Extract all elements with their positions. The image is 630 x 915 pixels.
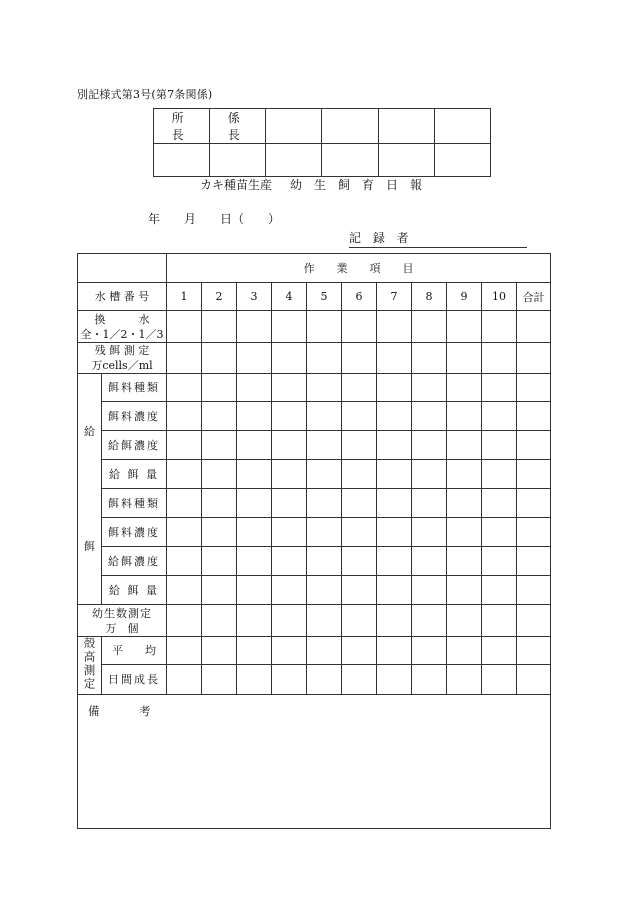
data-cell[interactable]	[447, 489, 482, 518]
tank-number: 8	[412, 283, 447, 311]
data-cell[interactable]	[272, 460, 307, 489]
row-residual-feed	[78, 343, 551, 374]
feeding-row-label: 餌料種類	[102, 374, 167, 402]
data-cell[interactable]	[307, 489, 342, 518]
data-cell[interactable]	[237, 665, 272, 695]
approval-stamp-cell[interactable]	[434, 144, 490, 177]
form-header: 別記様式第3号(第7条関係)	[77, 88, 213, 101]
data-cell[interactable]	[237, 311, 272, 343]
data-cell[interactable]	[412, 343, 447, 374]
data-cell[interactable]	[482, 460, 517, 489]
total-cell[interactable]	[517, 518, 551, 547]
data-cell[interactable]	[342, 460, 377, 489]
data-cell[interactable]	[447, 637, 482, 665]
row-larvae-count	[78, 605, 551, 637]
data-cell[interactable]	[482, 637, 517, 665]
data-cell[interactable]	[307, 460, 342, 489]
data-cell[interactable]	[202, 489, 237, 518]
data-cell[interactable]	[412, 637, 447, 665]
data-cell[interactable]	[202, 311, 237, 343]
data-cell[interactable]	[342, 547, 377, 576]
data-cell[interactable]	[237, 460, 272, 489]
data-cell[interactable]	[482, 518, 517, 547]
data-cell[interactable]	[447, 547, 482, 576]
data-cell[interactable]	[307, 547, 342, 576]
residual-feed-label-line2: 万cells／ml	[91, 359, 153, 372]
data-cell[interactable]	[237, 576, 272, 605]
data-cell[interactable]	[482, 665, 517, 695]
tank-number: 2	[202, 283, 237, 311]
data-cell[interactable]	[167, 460, 202, 489]
data-cell[interactable]	[237, 343, 272, 374]
water-change-label	[78, 311, 167, 343]
water-change-label-line2: 全・1／2・1／3	[80, 327, 164, 341]
larvae-count-label-line1: 幼生数測定	[92, 606, 152, 620]
data-cell[interactable]	[237, 402, 272, 431]
data-cell[interactable]	[202, 343, 237, 374]
data-cell[interactable]	[342, 576, 377, 605]
total-cell[interactable]	[517, 402, 551, 431]
document-title	[200, 176, 434, 193]
data-cell[interactable]	[447, 605, 482, 637]
data-cell[interactable]	[412, 518, 447, 547]
data-cell[interactable]	[482, 489, 517, 518]
approval-label-director: 所 長	[154, 109, 210, 144]
data-cell[interactable]	[272, 637, 307, 665]
total-cell[interactable]	[517, 343, 551, 374]
row-feeding	[78, 460, 551, 489]
data-cell[interactable]	[482, 343, 517, 374]
approval-label-blank	[266, 109, 322, 144]
work-items-header	[167, 254, 551, 283]
data-cell[interactable]	[447, 343, 482, 374]
data-cell[interactable]	[272, 374, 307, 402]
data-cell[interactable]	[447, 665, 482, 695]
total-cell[interactable]	[517, 547, 551, 576]
data-cell[interactable]	[412, 665, 447, 695]
data-cell[interactable]	[167, 605, 202, 637]
data-cell[interactable]	[237, 637, 272, 665]
tank-number: 5	[307, 283, 342, 311]
data-cell[interactable]	[482, 605, 517, 637]
tank-number: 3	[237, 283, 272, 311]
feeding-row-label: 餌料種類	[102, 489, 167, 518]
total-cell[interactable]	[517, 605, 551, 637]
data-cell[interactable]	[447, 402, 482, 431]
data-cell[interactable]	[237, 431, 272, 460]
data-cell[interactable]	[377, 547, 412, 576]
tank-number-label: 水 槽 番 号	[78, 283, 167, 311]
data-cell[interactable]	[237, 374, 272, 402]
data-cell[interactable]	[377, 343, 412, 374]
data-cell[interactable]	[307, 343, 342, 374]
total-cell[interactable]	[517, 460, 551, 489]
data-cell[interactable]	[307, 637, 342, 665]
data-cell[interactable]	[447, 374, 482, 402]
data-cell[interactable]	[272, 431, 307, 460]
data-cell[interactable]	[377, 576, 412, 605]
data-cell[interactable]	[202, 576, 237, 605]
data-cell[interactable]	[307, 576, 342, 605]
document-title-part2: 幼生飼育日報	[290, 178, 435, 192]
data-cell[interactable]	[447, 431, 482, 460]
data-cell[interactable]	[307, 605, 342, 637]
row-feeding	[78, 402, 551, 431]
data-cell[interactable]	[447, 518, 482, 547]
feeding-row-label: 給 餌 量	[102, 576, 167, 605]
data-cell[interactable]	[377, 665, 412, 695]
row-feeding	[78, 547, 551, 576]
total-label: 合計	[517, 283, 551, 311]
data-cell[interactable]	[167, 489, 202, 518]
tank-number: 1	[167, 283, 202, 311]
approval-label-blank	[322, 109, 378, 144]
data-cell[interactable]	[377, 605, 412, 637]
feeding-row-label: 餌料濃度	[102, 518, 167, 547]
data-cell[interactable]	[412, 489, 447, 518]
feeding-row-label: 給餌濃度	[102, 431, 167, 460]
data-cell[interactable]	[412, 431, 447, 460]
row-feeding	[78, 374, 551, 402]
shell-height-row-label: 平 均	[102, 637, 167, 665]
feeding-row-label: 餌料濃度	[102, 402, 167, 431]
data-cell[interactable]	[202, 431, 237, 460]
data-cell[interactable]	[377, 374, 412, 402]
total-cell[interactable]	[517, 637, 551, 665]
data-cell[interactable]	[412, 460, 447, 489]
shell-height-row-label: 日間成長	[102, 665, 167, 695]
recorder-label: 記 録 者	[349, 231, 413, 245]
data-cell[interactable]	[447, 311, 482, 343]
data-cell[interactable]	[377, 460, 412, 489]
approval-stamp-cell[interactable]	[378, 144, 434, 177]
data-cell[interactable]	[272, 665, 307, 695]
data-cell[interactable]	[307, 431, 342, 460]
feeding-group-label-top: 給	[78, 374, 102, 489]
data-cell[interactable]	[202, 605, 237, 637]
data-cell[interactable]	[272, 402, 307, 431]
data-cell[interactable]	[482, 402, 517, 431]
residual-feed-label	[78, 343, 167, 374]
data-cell[interactable]	[272, 343, 307, 374]
approval-stamp-cell[interactable]	[322, 144, 378, 177]
data-cell[interactable]	[412, 576, 447, 605]
data-cell[interactable]	[167, 343, 202, 374]
data-cell[interactable]	[342, 374, 377, 402]
residual-feed-label-line1: 残 餌 測 定	[94, 344, 150, 357]
row-feeding	[78, 431, 551, 460]
data-cell[interactable]	[202, 374, 237, 402]
data-cell[interactable]	[167, 637, 202, 665]
data-cell[interactable]	[447, 460, 482, 489]
data-cell[interactable]	[237, 547, 272, 576]
approval-label-blank	[378, 109, 434, 144]
data-cell[interactable]	[202, 637, 237, 665]
data-cell[interactable]	[377, 489, 412, 518]
data-cell[interactable]	[377, 431, 412, 460]
data-cell[interactable]	[237, 605, 272, 637]
row-feeding	[78, 489, 551, 518]
data-cell[interactable]	[167, 311, 202, 343]
data-cell[interactable]	[272, 518, 307, 547]
data-cell[interactable]	[412, 374, 447, 402]
tank-number: 6	[342, 283, 377, 311]
data-cell[interactable]	[377, 311, 412, 343]
data-cell[interactable]	[377, 402, 412, 431]
data-cell[interactable]	[342, 311, 377, 343]
total-cell[interactable]	[517, 311, 551, 343]
data-cell[interactable]	[272, 547, 307, 576]
shell-height-group-text: 殻高測定	[82, 637, 97, 691]
water-change-label-line1: 換 水	[94, 312, 150, 326]
data-cell[interactable]	[202, 460, 237, 489]
data-cell[interactable]	[482, 374, 517, 402]
larvae-count-label	[78, 605, 167, 637]
approval-stamp-cell[interactable]	[266, 144, 322, 177]
data-cell[interactable]	[342, 605, 377, 637]
data-cell[interactable]	[272, 489, 307, 518]
recorder-field[interactable]	[349, 229, 527, 248]
data-cell[interactable]	[167, 374, 202, 402]
row-water-change	[78, 311, 551, 343]
data-cell[interactable]	[447, 576, 482, 605]
data-cell[interactable]	[342, 489, 377, 518]
approval-label-blank	[434, 109, 490, 144]
data-cell[interactable]	[377, 637, 412, 665]
total-cell[interactable]	[517, 576, 551, 605]
data-cell[interactable]	[342, 343, 377, 374]
data-cell[interactable]	[412, 402, 447, 431]
row-remarks	[78, 695, 551, 829]
row-feeding	[78, 576, 551, 605]
feeding-group-label-bottom: 餌	[78, 489, 102, 605]
data-cell[interactable]	[482, 311, 517, 343]
tank-number: 9	[447, 283, 482, 311]
data-cell[interactable]	[167, 547, 202, 576]
approval-stamp-cell[interactable]	[154, 144, 210, 177]
data-cell[interactable]	[167, 431, 202, 460]
data-cell[interactable]	[307, 402, 342, 431]
tank-number: 4	[272, 283, 307, 311]
data-cell[interactable]	[342, 431, 377, 460]
document-title-part1: カキ種苗生産	[200, 178, 273, 192]
feeding-row-label: 給餌濃度	[102, 547, 167, 576]
data-cell[interactable]	[307, 311, 342, 343]
header-corner-cell	[78, 254, 167, 283]
total-cell[interactable]	[517, 431, 551, 460]
data-cell[interactable]	[482, 431, 517, 460]
feeding-row-label: 給 餌 量	[102, 460, 167, 489]
data-cell[interactable]	[342, 665, 377, 695]
remarks-area[interactable]	[78, 695, 551, 829]
data-cell[interactable]	[482, 547, 517, 576]
approval-label-chief: 係 長	[210, 109, 266, 144]
data-cell[interactable]	[412, 605, 447, 637]
row-shell-height	[78, 637, 551, 665]
data-cell[interactable]	[202, 402, 237, 431]
data-cell[interactable]	[237, 489, 272, 518]
remarks-label: 備 考	[88, 704, 165, 718]
data-cell[interactable]	[202, 547, 237, 576]
data-cell[interactable]	[307, 665, 342, 695]
daily-report-table	[77, 253, 551, 829]
tank-number: 10	[482, 283, 517, 311]
data-cell[interactable]	[272, 576, 307, 605]
larvae-count-label-line2: 万 個	[105, 621, 139, 635]
total-cell[interactable]	[517, 489, 551, 518]
data-cell[interactable]	[412, 547, 447, 576]
row-feeding	[78, 518, 551, 547]
approval-stamp-cell[interactable]	[210, 144, 266, 177]
data-cell[interactable]	[272, 311, 307, 343]
total-cell[interactable]	[517, 374, 551, 402]
data-cell[interactable]	[167, 665, 202, 695]
date-line[interactable]: 年 月 日（ ）	[148, 212, 281, 226]
data-cell[interactable]	[307, 518, 342, 547]
row-shell-height	[78, 665, 551, 695]
data-cell[interactable]	[237, 518, 272, 547]
data-cell[interactable]	[272, 605, 307, 637]
tank-number: 7	[377, 283, 412, 311]
data-cell[interactable]	[167, 402, 202, 431]
data-cell[interactable]	[377, 518, 412, 547]
data-cell[interactable]	[342, 518, 377, 547]
data-cell[interactable]	[342, 637, 377, 665]
data-cell[interactable]	[482, 576, 517, 605]
shell-height-group-label	[78, 637, 102, 695]
work-items-header-text: 作 業 項 目	[303, 261, 414, 275]
data-cell[interactable]	[167, 518, 202, 547]
total-cell[interactable]	[517, 665, 551, 695]
data-cell[interactable]	[342, 402, 377, 431]
data-cell[interactable]	[412, 311, 447, 343]
data-cell[interactable]	[202, 665, 237, 695]
data-cell[interactable]	[202, 518, 237, 547]
approval-stamp-table	[153, 108, 491, 177]
data-cell[interactable]	[167, 576, 202, 605]
data-cell[interactable]	[307, 374, 342, 402]
